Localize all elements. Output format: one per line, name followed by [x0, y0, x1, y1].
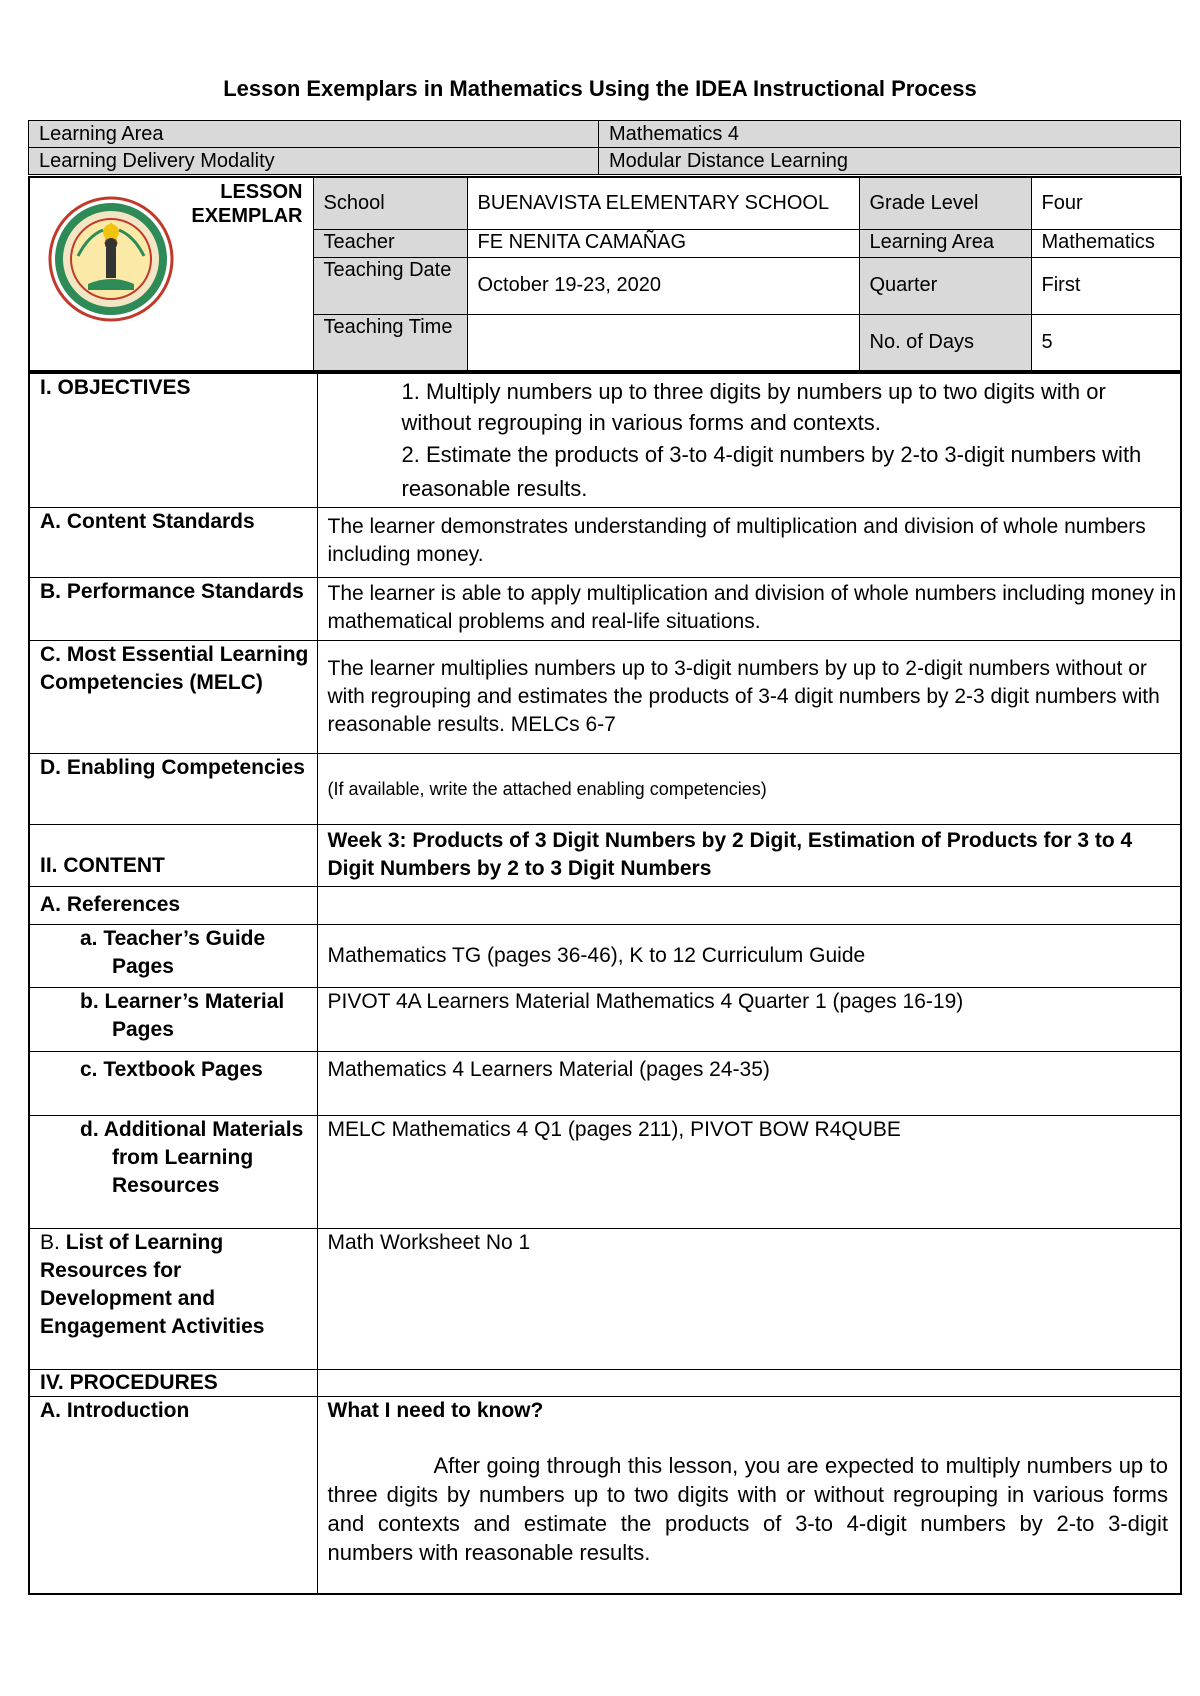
lesson-exemplar-line2: EXEMPLAR — [191, 205, 303, 227]
school-label: School — [313, 177, 467, 229]
performance-standards-value: The learner is able to apply multiplication and division of whole numbers including money in mathematical problems and real-life situations. — [317, 577, 1181, 640]
learners-material-value: PIVOT 4A Learners Material Mathematics 4 Quarter 1 (pages 16-19) — [317, 987, 1181, 1051]
references-value — [317, 886, 1181, 924]
references-label: A. References — [29, 886, 317, 924]
introduction-cell — [317, 1396, 1181, 1594]
learning-resources-label-cell — [29, 1228, 317, 1369]
textbook-pages-label: c. Textbook Pages — [29, 1051, 317, 1115]
quarter-value: First — [1031, 257, 1181, 314]
learning-area-label: Learning Area — [29, 121, 599, 148]
content-label: II. CONTENT — [29, 824, 317, 886]
objective-2: 2. Estimate the products of 3-to 4-digit numbers by 2-to 3-digit numbers with reasonable results. — [401, 442, 1142, 501]
document-title: Lesson Exemplars in Mathematics Using the IDEA Instructional Process — [223, 76, 977, 101]
teaching-date-value: October 19-23, 2020 — [467, 257, 859, 314]
introduction-label: A. Introduction — [29, 1396, 317, 1594]
learning-area-info-value: Mathematics — [1031, 229, 1181, 257]
learning-area-value: Mathematics 4 — [599, 121, 1181, 148]
content-value: Week 3: Products of 3 Digit Numbers by 2 Digit, Estimation of Products for 3 to 4 Digit Numbers by 2 to 3 Digit Numbers — [317, 824, 1181, 886]
enabling-competencies-label: D. Enabling Competencies — [29, 753, 317, 824]
teacher-value: FE NENITA CAMAÑAG — [467, 229, 859, 257]
additional-materials-label: d. Additional Materials from Learning Resources — [29, 1115, 317, 1228]
melc-label: C. Most Essential Learning Competencies (MELC) — [29, 640, 317, 753]
teaching-time-value — [467, 314, 859, 371]
teaching-date-label: Teaching Date — [313, 257, 467, 314]
content-standards-value: The learner demonstrates understanding of multiplication and division of whole numbers including money. — [317, 507, 1181, 577]
teachers-guide-label: a. Teacher’s Guide Pages — [29, 924, 317, 987]
lesson-info-table — [28, 176, 1182, 372]
no-of-days-label: No. of Days — [859, 314, 1031, 371]
learning-resources-prefix: B. — [40, 1230, 60, 1254]
no-of-days-value: 5 — [1031, 314, 1181, 371]
objectives-label: I. OBJECTIVES — [29, 373, 317, 507]
textbook-pages-value: Mathematics 4 Learners Material (pages 24-35) — [317, 1051, 1181, 1115]
modality-value: Modular Distance Learning — [599, 148, 1181, 175]
lesson-exemplar-line1: LESSON — [220, 181, 303, 203]
division-seal-icon — [48, 196, 174, 322]
melc-value: The learner multiplies numbers up to 3-digit numbers by up to 2-digit numbers without or with regrouping and estimates the products of 3-4 digit numbers by 2-3 digit numbers with reasonable results. MELCs 6-7 — [317, 640, 1181, 753]
introduction-heading: What I need to know? — [327, 1398, 544, 1422]
enabling-competencies-value: (If available, write the attached enabling competencies) — [317, 753, 1181, 824]
content-standards-label: A. Content Standards — [29, 507, 317, 577]
learning-area-info-label: Learning Area — [859, 229, 1031, 257]
grade-level-label: Grade Level — [859, 177, 1031, 229]
learning-area-header-table — [28, 120, 1181, 175]
lesson-plan-table — [28, 372, 1182, 1595]
procedures-label: IV. PROCEDURES — [29, 1369, 317, 1396]
learning-resources-value: Math Worksheet No 1 — [317, 1228, 1181, 1369]
additional-materials-value: MELC Mathematics 4 Q1 (pages 211), PIVOT BOW R4QUBE — [317, 1115, 1181, 1228]
teachers-guide-value: Mathematics TG (pages 36-46), K to 12 Curriculum Guide — [317, 924, 1181, 987]
objectives-cell — [317, 373, 1181, 507]
performance-standards-label: B. Performance Standards — [29, 577, 317, 640]
procedures-value — [317, 1369, 1181, 1396]
modality-label: Learning Delivery Modality — [29, 148, 599, 175]
learners-material-label: b. Learner’s Material Pages — [29, 987, 317, 1051]
teaching-time-label: Teaching Time — [313, 314, 467, 371]
objective-1: 1. Multiply numbers up to three digits by numbers up to two digits with or without regrouping in various forms and contexts. — [401, 379, 1106, 435]
learning-resources-label: List of Learning Resources for Development and Engagement Activities — [40, 1230, 265, 1338]
lesson-exemplar-label — [191, 180, 302, 228]
lesson-exemplar-cell — [29, 177, 313, 371]
teacher-label: Teacher — [313, 229, 467, 257]
quarter-label: Quarter — [859, 257, 1031, 314]
introduction-text: After going through this lesson, you are expected to multiply numbers up to three digits by numbers up to two digits with or without regrouping in various forms and contexts and estimate the products of 3-to 4-digit numbers by 2-to 3-digit numbers with reasonable results. — [327, 1452, 1168, 1565]
school-value: BUENAVISTA ELEMENTARY SCHOOL — [467, 177, 859, 229]
grade-level-value: Four — [1031, 177, 1181, 229]
